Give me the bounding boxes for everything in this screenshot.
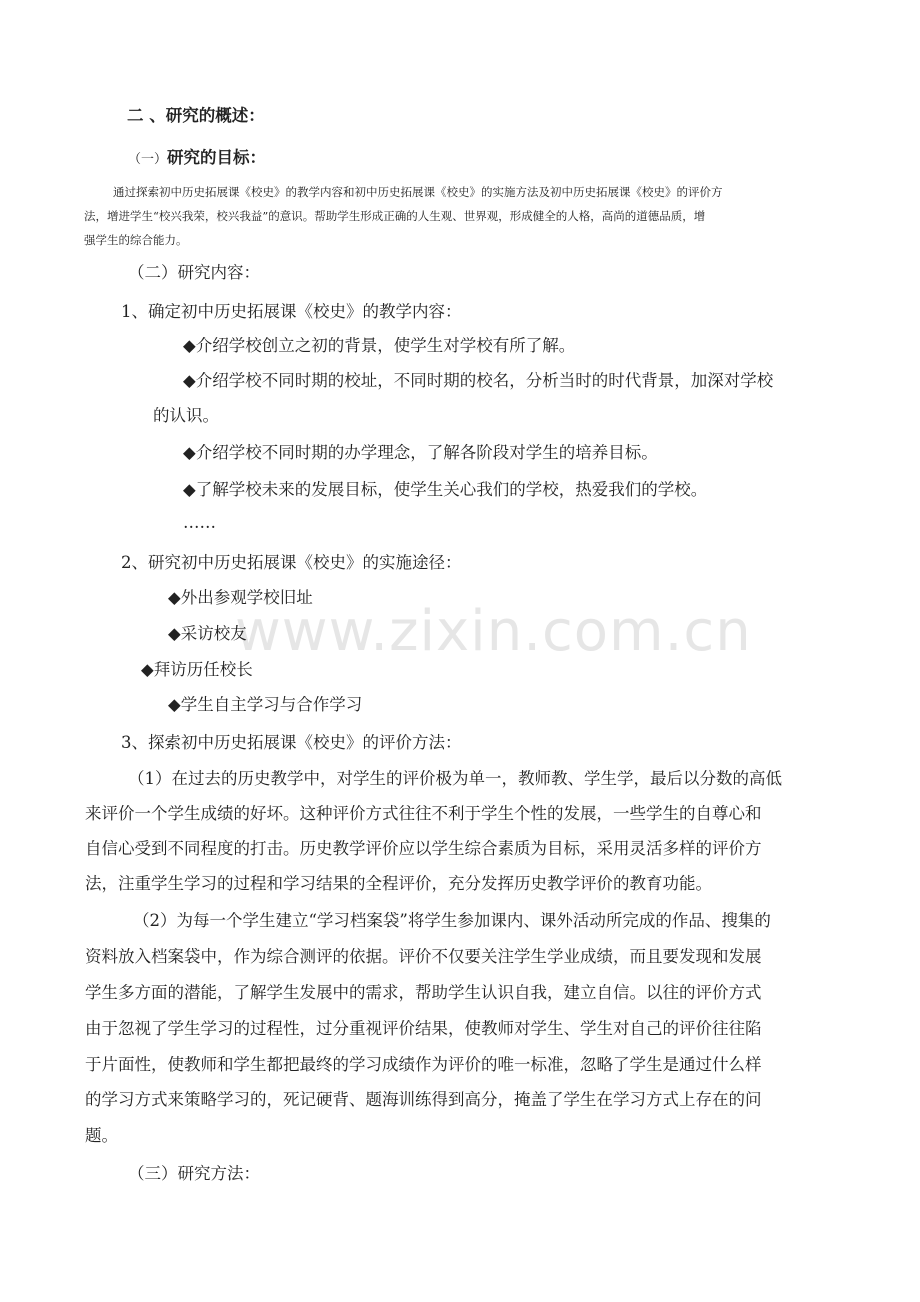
para2-line-6: 的学习方式来策略学习的，死记硬背、题海训练得到高分，掩盖了学生在学习方式上存在的问 (85, 1090, 762, 1109)
para2-line-1: （2）为每一个学生建立“学习档案袋”将学生参加课内、课外活动所完成的作品、搜集的 (133, 911, 771, 930)
goal-title (128, 147, 266, 171)
goal-line-3: 强学生的综合能力。 (84, 233, 188, 247)
item1-bullet-1: ◆介绍学校创立之初的背景，使学生对学校有所了解。 (183, 336, 576, 355)
para2-line-4: 由于忽视了学生学习的过程性，过分重视评价结果，使教师对学生、学生对自己的评价往往陷 (85, 1019, 762, 1038)
item1-bullet-4: ◆了解学校未来的发展目标，使学生关心我们的学校，热爱我们的学校。 (183, 480, 708, 499)
content-title: （二）研究内容： (128, 263, 260, 282)
para2-line-5: 于片面性，使教师和学生都把最终的学习成绩作为评价的唯一标准，忽略了学生是通过什么样 (85, 1055, 762, 1074)
para2-line-3: 学生多方面的潜能，了解学生发展中的需求，帮助学生认识自我，建立自信。以往的评价方式 (85, 983, 762, 1002)
item1-bullet-3: ◆介绍学校不同时期的办学理念，了解各阶段对学生的培养目标。 (183, 443, 658, 462)
item3-title: 3、探索初中历史拓展课《校史》的评价方法： (121, 733, 462, 752)
item2-bullet-4: ◆学生自主学习与合作学习 (168, 695, 363, 714)
para1-line-1: （1）在过去的历史教学中，对学生的评价极为单一，教师教、学生学，最后以分数的高低 (128, 769, 782, 788)
para1-line-3: 自信心受到不同程度的打击。历史教学评价应以学生综合素质为目标，采用灵活多样的评价方 (85, 839, 762, 858)
item1-title: 1、确定初中历史拓展课《校史》的教学内容： (121, 302, 462, 321)
watermark: www.zixin.com.cn (235, 599, 752, 664)
section-heading: 二 、研究的概述： (127, 106, 265, 125)
goal-title-prefix: （一） (128, 152, 168, 167)
goal-title-text: 研究的目标： (167, 148, 267, 167)
item2-title: 2、研究初中历史拓展课《校史》的实施途径： (121, 553, 462, 572)
item1-ellipsis: …… (183, 513, 216, 532)
item1-bullet-2-cont: 的认识。 (153, 406, 219, 425)
item2-bullet-1: ◆外出参观学校旧址 (168, 588, 313, 607)
goal-line-2: 法，增进学生“校兴我荣，校兴我益”的意识。帮助学生形成正确的人生观、世界观，形成健全的人格，高尚的道德品质，增 (84, 209, 706, 223)
item2-bullet-3: ◆拜访历任校长 (141, 660, 253, 679)
method-title: （三）研究方法： (128, 1164, 260, 1183)
para1-line-2: 来评价一个学生成绩的好坏。这种评价方式往往不利于学生个性的发展，一些学生的自尊心和 (85, 804, 762, 823)
goal-line-1: 通过探索初中历史拓展课《校史》的教学内容和初中历史拓展课《校史》的实施方法及初中历史拓展课《校史》的评价方 (113, 185, 723, 199)
para2-line-2: 资料放入档案袋中，作为综合测评的依据。评价不仅要关注学生学业成绩，而且要发现和发展 (85, 947, 762, 966)
item1-bullet-2: ◆介绍学校不同时期的校址，不同时期的校名，分析当时的时代背景，加深对学校 (183, 371, 774, 390)
item2-bullet-2: ◆采访校友 (168, 624, 247, 643)
para2-line-7: 题。 (85, 1126, 118, 1145)
para1-line-4: 法，注重学生学习的过程和学习结果的全程评价，充分发挥历史教学评价的教育功能。 (85, 874, 712, 893)
